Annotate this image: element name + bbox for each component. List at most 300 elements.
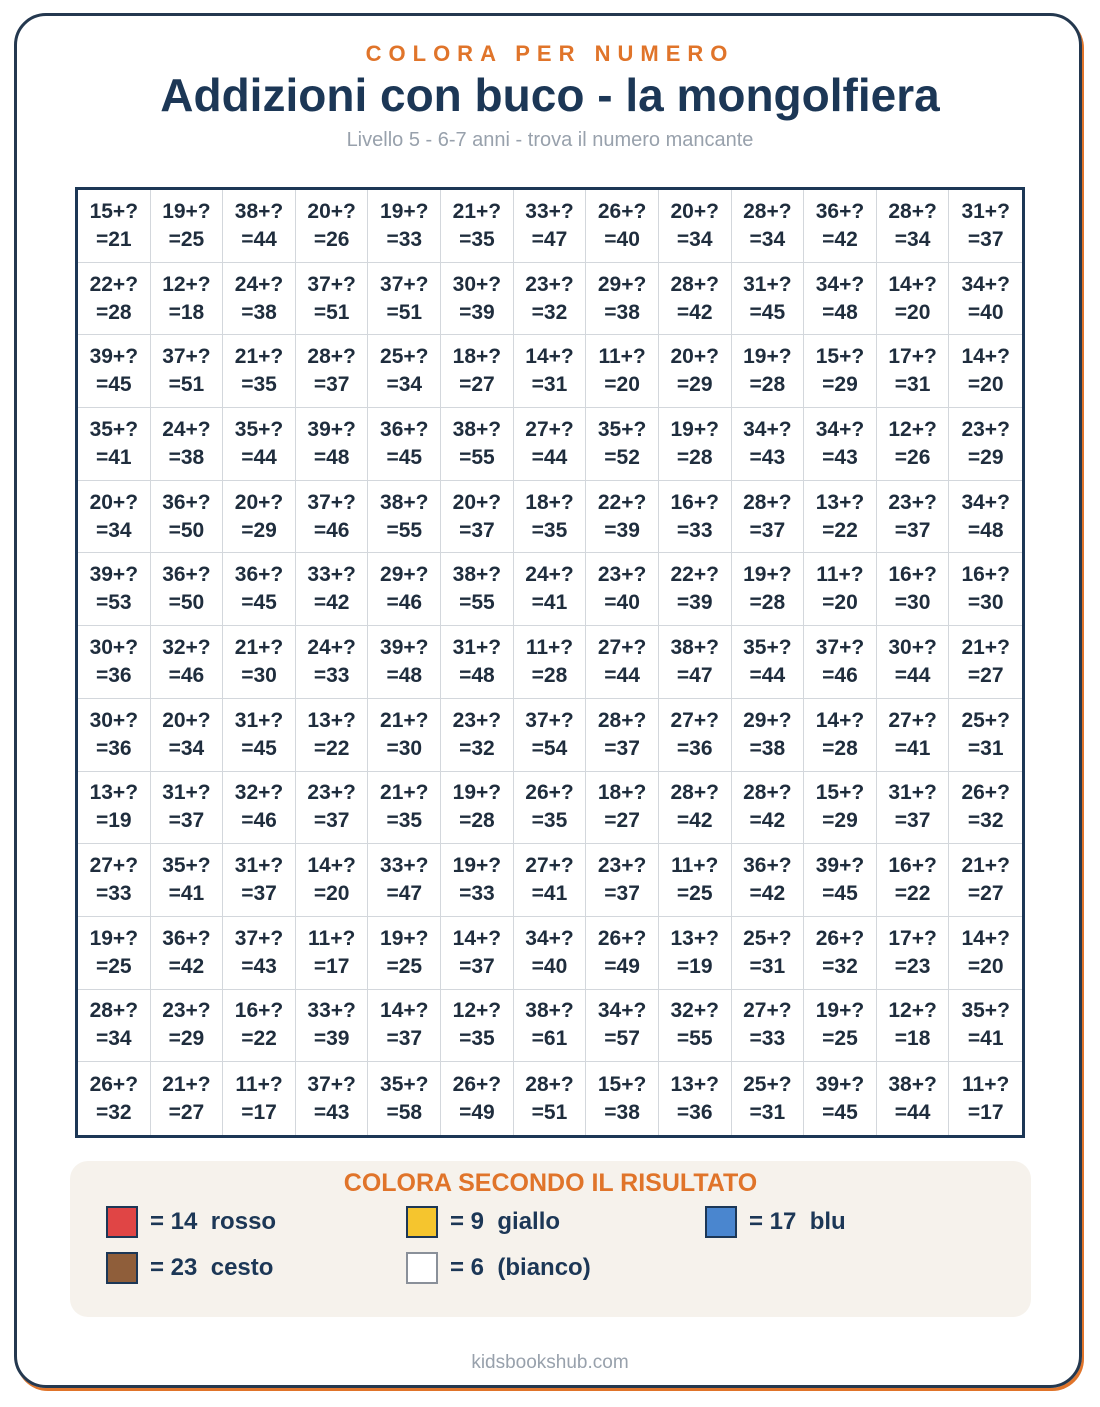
cell-addition: 34+? <box>743 417 792 441</box>
grid-cell[interactable] <box>151 1062 224 1135</box>
grid-cell[interactable] <box>441 917 514 990</box>
grid-cell[interactable] <box>659 408 732 481</box>
grid-cell[interactable] <box>514 626 587 699</box>
grid-cell[interactable] <box>151 990 224 1063</box>
cell-result: =40 <box>604 591 640 615</box>
grid-cell[interactable] <box>732 190 805 263</box>
grid-cell[interactable] <box>368 190 441 263</box>
grid-cell[interactable] <box>78 844 151 917</box>
cell-addition: 23+? <box>162 999 211 1023</box>
cell-result: =38 <box>604 1100 640 1124</box>
cell-result: =42 <box>313 591 350 615</box>
grid-cell[interactable] <box>732 699 805 772</box>
grid-cell[interactable] <box>949 553 1022 626</box>
grid-cell[interactable] <box>586 917 659 990</box>
grid-cell[interactable] <box>659 190 732 263</box>
grid-cell[interactable] <box>732 263 805 336</box>
grid-cell[interactable] <box>586 408 659 481</box>
cell-result: =28 <box>676 445 713 469</box>
grid-cell[interactable] <box>296 190 369 263</box>
grid-cell[interactable] <box>804 553 877 626</box>
cell-result: =43 <box>822 445 858 469</box>
grid-cell[interactable] <box>368 917 441 990</box>
grid-cell[interactable] <box>732 772 805 845</box>
cell-result: =45 <box>386 445 423 469</box>
cell-addition: 26+? <box>89 1072 139 1096</box>
grid-cell[interactable] <box>296 1062 369 1135</box>
grid-cell[interactable] <box>514 553 587 626</box>
grid-cell[interactable] <box>732 626 805 699</box>
grid-cell[interactable] <box>151 626 224 699</box>
grid-cell[interactable] <box>78 699 151 772</box>
cell-result: =48 <box>459 663 495 687</box>
grid-cell[interactable] <box>732 1062 805 1135</box>
grid-cell[interactable] <box>586 1062 659 1135</box>
grid-cell[interactable] <box>368 699 441 772</box>
grid-cell[interactable] <box>223 190 296 263</box>
grid-cell[interactable] <box>441 408 514 481</box>
cell-result: =43 <box>749 445 786 469</box>
cell-result: =39 <box>459 300 495 324</box>
grid-cell[interactable] <box>949 990 1022 1063</box>
grid-cell[interactable] <box>514 263 587 336</box>
grid-cell[interactable] <box>151 917 224 990</box>
grid-cell[interactable] <box>223 553 296 626</box>
grid-cell[interactable] <box>223 844 296 917</box>
grid-cell[interactable] <box>296 772 369 845</box>
cell-addition: 37+? <box>307 1072 356 1096</box>
grid-cell[interactable] <box>78 335 151 408</box>
grid-cell[interactable] <box>659 990 732 1063</box>
grid-cell[interactable] <box>151 844 224 917</box>
cell-addition: 32+? <box>234 781 284 805</box>
cell-result: =19 <box>676 954 713 978</box>
cell-result: =45 <box>822 882 858 906</box>
cell-result: =41 <box>531 591 568 615</box>
grid-cell[interactable] <box>659 335 732 408</box>
grid-cell[interactable] <box>732 481 805 554</box>
cell-result: =44 <box>241 227 277 251</box>
grid-cell[interactable] <box>586 263 659 336</box>
cell-addition: 36+? <box>162 926 211 950</box>
grid-cell[interactable] <box>441 626 514 699</box>
cell-addition: 23+? <box>525 272 574 296</box>
cell-addition: 23+? <box>888 490 937 514</box>
grid-cell[interactable] <box>223 990 296 1063</box>
cell-result: =42 <box>676 809 713 833</box>
grid-cell[interactable] <box>732 335 805 408</box>
grid-cell[interactable] <box>877 699 950 772</box>
cell-addition: 37+? <box>162 345 211 369</box>
legend-title: COLORA SECONDO IL RISULTATO <box>343 1169 758 1197</box>
cell-result: =18 <box>894 1027 931 1051</box>
cell-result: =28 <box>749 373 786 397</box>
cell-addition: 34+? <box>815 417 865 441</box>
cell-result: =34 <box>749 227 786 251</box>
grid-cell[interactable] <box>151 335 224 408</box>
cell-addition: 12+? <box>888 417 937 441</box>
grid-cell[interactable] <box>78 553 151 626</box>
grid-cell[interactable] <box>368 772 441 845</box>
grid-cell[interactable] <box>514 844 587 917</box>
grid-cell[interactable] <box>659 699 732 772</box>
grid-cell[interactable] <box>296 553 369 626</box>
grid-cell[interactable] <box>296 917 369 990</box>
grid-cell[interactable] <box>732 553 805 626</box>
grid-cell[interactable] <box>441 553 514 626</box>
cell-result: =46 <box>313 518 350 542</box>
grid-cell[interactable] <box>151 481 224 554</box>
grid-cell[interactable] <box>514 481 587 554</box>
grid-cell[interactable] <box>368 481 441 554</box>
grid-cell[interactable] <box>804 844 877 917</box>
grid-cell[interactable] <box>514 1062 587 1135</box>
grid-cell[interactable] <box>441 990 514 1063</box>
cell-result: =32 <box>967 809 1004 833</box>
grid-cell[interactable] <box>78 263 151 336</box>
cell-addition: 28+? <box>743 199 792 223</box>
grid-cell[interactable] <box>296 408 369 481</box>
grid-cell[interactable] <box>586 335 659 408</box>
grid-cell[interactable] <box>877 990 950 1063</box>
cell-result: =33 <box>676 518 713 542</box>
cell-result: =42 <box>749 809 786 833</box>
cell-result: =28 <box>459 809 495 833</box>
cell-result: =38 <box>241 300 277 324</box>
grid-cell[interactable] <box>949 699 1022 772</box>
cell-addition: 14+? <box>888 272 937 296</box>
cell-addition: 34+? <box>597 999 647 1023</box>
grid-cell[interactable] <box>368 626 441 699</box>
cell-result: =27 <box>604 809 640 833</box>
cell-result: =29 <box>168 1027 205 1051</box>
cell-addition: 31+? <box>162 781 211 805</box>
cell-addition: 26+? <box>815 926 865 950</box>
cell-addition: 21+? <box>234 345 284 369</box>
grid-cell[interactable] <box>223 263 296 336</box>
grid-cell[interactable] <box>804 408 877 481</box>
grid-cell[interactable] <box>804 772 877 845</box>
grid-cell[interactable] <box>223 408 296 481</box>
grid-cell[interactable] <box>804 626 877 699</box>
legend-item-cesto <box>106 1252 273 1284</box>
grid-cell[interactable] <box>804 263 877 336</box>
cell-addition: 24+? <box>162 417 211 441</box>
grid-cell[interactable] <box>877 772 950 845</box>
cell-addition: 36+? <box>234 563 284 587</box>
cell-result: =26 <box>313 227 350 251</box>
grid-cell[interactable] <box>659 553 732 626</box>
cell-addition: 21+? <box>452 199 502 223</box>
grid-cell[interactable] <box>78 772 151 845</box>
cell-result: =20 <box>313 882 350 906</box>
cell-addition: 26+? <box>597 926 647 950</box>
cell-addition: 23+? <box>597 854 647 878</box>
cell-result: =36 <box>676 736 713 760</box>
cell-addition: 21+? <box>380 708 429 732</box>
legend-item-bianco <box>406 1252 591 1284</box>
cell-result: =18 <box>168 300 205 324</box>
cell-result: =32 <box>95 1100 132 1124</box>
cell-result: =51 <box>386 300 423 324</box>
grid-cell[interactable] <box>586 190 659 263</box>
cell-result: =44 <box>894 1100 931 1124</box>
cell-addition: 31+? <box>888 781 937 805</box>
grid-cell[interactable] <box>586 772 659 845</box>
grid-cell[interactable] <box>223 335 296 408</box>
cell-addition: 18+? <box>525 490 574 514</box>
grid-cell[interactable] <box>368 990 441 1063</box>
grid-cell[interactable] <box>78 1062 151 1135</box>
cell-result: =45 <box>241 591 277 615</box>
grid-cell[interactable] <box>368 553 441 626</box>
grid-cell[interactable] <box>877 190 950 263</box>
cell-addition: 11+? <box>308 926 356 950</box>
cell-addition: 38+? <box>452 563 502 587</box>
grid-cell[interactable] <box>223 772 296 845</box>
grid-cell[interactable] <box>732 990 805 1063</box>
grid-cell[interactable] <box>296 626 369 699</box>
grid-cell[interactable] <box>223 917 296 990</box>
cell-addition: 39+? <box>380 635 429 659</box>
grid-cell[interactable] <box>586 844 659 917</box>
cell-result: =32 <box>459 736 495 760</box>
grid-cell[interactable] <box>804 917 877 990</box>
grid-cell[interactable] <box>659 263 732 336</box>
grid-cell[interactable] <box>514 408 587 481</box>
grid-cell[interactable] <box>296 263 369 336</box>
grid-cell[interactable] <box>659 481 732 554</box>
grid-cell[interactable] <box>223 699 296 772</box>
grid-cell[interactable] <box>659 917 732 990</box>
grid-cell[interactable] <box>78 990 151 1063</box>
grid-cell[interactable] <box>949 1062 1022 1135</box>
grid-cell[interactable] <box>296 990 369 1063</box>
grid-cell[interactable] <box>877 1062 950 1135</box>
grid-cell[interactable] <box>949 190 1022 263</box>
cell-result: =45 <box>241 736 277 760</box>
grid-cell[interactable] <box>804 990 877 1063</box>
cell-result: =42 <box>676 300 713 324</box>
cell-addition: 21+? <box>162 1072 211 1096</box>
grid-cell[interactable] <box>151 190 224 263</box>
cell-result: =55 <box>676 1027 713 1051</box>
cell-addition: 30+? <box>89 635 139 659</box>
grid-cell[interactable] <box>223 481 296 554</box>
grid-cell[interactable] <box>877 917 950 990</box>
grid-cell[interactable] <box>514 772 587 845</box>
cell-addition: 19+? <box>89 926 139 950</box>
cell-addition: 38+? <box>888 1072 937 1096</box>
cell-result: =50 <box>168 591 205 615</box>
cell-result: =38 <box>168 445 205 469</box>
cell-result: =34 <box>676 227 713 251</box>
grid-cell[interactable] <box>949 626 1022 699</box>
cell-addition: 14+? <box>525 345 574 369</box>
cell-result: =46 <box>386 591 423 615</box>
cell-addition: 19+? <box>452 781 502 805</box>
legend-swatch-rosso <box>106 1206 138 1238</box>
cell-result: =30 <box>967 591 1004 615</box>
grid-cell[interactable] <box>514 990 587 1063</box>
cell-result: =48 <box>313 445 350 469</box>
cell-addition: 39+? <box>307 417 356 441</box>
grid-cell[interactable] <box>877 553 950 626</box>
cell-addition: 25+? <box>743 926 792 950</box>
grid-cell[interactable] <box>78 408 151 481</box>
grid-cell[interactable] <box>151 699 224 772</box>
grid-cell[interactable] <box>659 626 732 699</box>
grid-cell[interactable] <box>586 626 659 699</box>
cell-addition: 13+? <box>89 781 139 805</box>
grid-cell[interactable] <box>514 335 587 408</box>
grid-cell[interactable] <box>441 844 514 917</box>
cell-result: =44 <box>749 663 786 687</box>
cell-result: =27 <box>459 373 495 397</box>
grid-cell[interactable] <box>804 1062 877 1135</box>
cell-addition: 17+? <box>888 345 937 369</box>
grid-cell[interactable] <box>78 917 151 990</box>
cell-addition: 38+? <box>670 635 719 659</box>
cell-result: =31 <box>531 373 568 397</box>
grid-cell[interactable] <box>877 626 950 699</box>
grid-cell[interactable] <box>949 917 1022 990</box>
cell-addition: 35+? <box>234 417 284 441</box>
cell-result: =34 <box>386 373 423 397</box>
cell-result: =42 <box>168 954 205 978</box>
grid-cell[interactable] <box>949 772 1022 845</box>
grid-cell[interactable] <box>514 699 587 772</box>
grid-cell[interactable] <box>659 772 732 845</box>
grid-cell[interactable] <box>296 699 369 772</box>
grid-cell[interactable] <box>441 190 514 263</box>
cell-addition: 13+? <box>670 1072 719 1096</box>
cell-addition: 36+? <box>162 490 211 514</box>
cell-result: =35 <box>386 809 423 833</box>
grid-cell[interactable] <box>659 844 732 917</box>
grid-cell[interactable] <box>949 844 1022 917</box>
grid-cell[interactable] <box>949 408 1022 481</box>
cell-addition: 39+? <box>89 345 139 369</box>
cell-result: =37 <box>459 954 495 978</box>
cell-addition: 27+? <box>525 417 574 441</box>
cell-addition: 12+? <box>888 999 937 1023</box>
cell-result: =30 <box>241 663 277 687</box>
cell-result: =45 <box>822 1100 858 1124</box>
cell-result: =41 <box>894 736 931 760</box>
grid-cell[interactable] <box>877 263 950 336</box>
grid-cell[interactable] <box>368 263 441 336</box>
grid-cell[interactable] <box>877 335 950 408</box>
grid-cell[interactable] <box>441 481 514 554</box>
cell-addition: 20+? <box>452 490 502 514</box>
grid-cell[interactable] <box>223 1062 296 1135</box>
cell-addition: 30+? <box>89 708 139 732</box>
grid-cell[interactable] <box>296 844 369 917</box>
grid-cell[interactable] <box>296 335 369 408</box>
grid-cell[interactable] <box>732 917 805 990</box>
grid-cell[interactable] <box>877 481 950 554</box>
grid-cell[interactable] <box>78 190 151 263</box>
grid-cell[interactable] <box>368 844 441 917</box>
cell-addition: 27+? <box>888 708 937 732</box>
grid-cell[interactable] <box>586 553 659 626</box>
cell-addition: 21+? <box>961 635 1010 659</box>
grid-cell[interactable] <box>368 408 441 481</box>
grid-cell[interactable] <box>223 626 296 699</box>
grid-cell[interactable] <box>659 1062 732 1135</box>
puzzle-grid <box>75 187 1025 1138</box>
grid-cell[interactable] <box>151 772 224 845</box>
grid-cell[interactable] <box>368 1062 441 1135</box>
cell-addition: 27+? <box>525 854 574 878</box>
grid-cell[interactable] <box>949 263 1022 336</box>
grid-cell[interactable] <box>151 408 224 481</box>
cell-addition: 19+? <box>670 417 719 441</box>
cell-result: =47 <box>386 882 423 906</box>
cell-addition: 27+? <box>743 999 792 1023</box>
cell-result: =38 <box>749 736 786 760</box>
cell-addition: 14+? <box>961 345 1010 369</box>
grid-cell[interactable] <box>441 772 514 845</box>
grid-cell[interactable] <box>368 335 441 408</box>
grid-cell[interactable] <box>441 263 514 336</box>
grid-cell[interactable] <box>804 699 877 772</box>
cell-addition: 33+? <box>307 563 356 587</box>
cell-addition: 34+? <box>815 272 865 296</box>
cell-result: =22 <box>241 1027 277 1051</box>
grid-cell[interactable] <box>296 481 369 554</box>
grid-cell[interactable] <box>877 408 950 481</box>
cell-result: =57 <box>604 1027 640 1051</box>
grid-cell[interactable] <box>804 190 877 263</box>
cell-result: =35 <box>459 1027 495 1051</box>
cell-result: =52 <box>604 445 640 469</box>
grid-cell[interactable] <box>151 263 224 336</box>
grid-cell[interactable] <box>586 699 659 772</box>
grid-cell[interactable] <box>949 335 1022 408</box>
cell-result: =19 <box>95 809 132 833</box>
cell-addition: 28+? <box>743 781 792 805</box>
grid-cell[interactable] <box>586 990 659 1063</box>
grid-cell[interactable] <box>732 844 805 917</box>
cell-result: =37 <box>313 809 350 833</box>
cell-addition: 36+? <box>162 563 211 587</box>
grid-cell[interactable] <box>804 481 877 554</box>
cell-result: =51 <box>313 300 350 324</box>
cell-result: =25 <box>95 954 132 978</box>
grid-cell[interactable] <box>514 917 587 990</box>
grid-cell[interactable] <box>586 481 659 554</box>
cell-result: =34 <box>894 227 931 251</box>
grid-cell[interactable] <box>441 1062 514 1135</box>
grid-cell[interactable] <box>949 481 1022 554</box>
grid-cell[interactable] <box>441 699 514 772</box>
grid-cell[interactable] <box>732 408 805 481</box>
cell-result: =47 <box>676 663 713 687</box>
grid-cell[interactable] <box>78 626 151 699</box>
grid-cell[interactable] <box>78 481 151 554</box>
grid-cell[interactable] <box>441 335 514 408</box>
grid-cell[interactable] <box>877 844 950 917</box>
cell-addition: 16+? <box>888 854 937 878</box>
grid-cell[interactable] <box>804 335 877 408</box>
grid-cell[interactable] <box>514 190 587 263</box>
cell-result: =51 <box>531 1100 568 1124</box>
grid-cell[interactable] <box>151 553 224 626</box>
cell-result: =39 <box>676 591 713 615</box>
cell-result: =45 <box>749 300 786 324</box>
